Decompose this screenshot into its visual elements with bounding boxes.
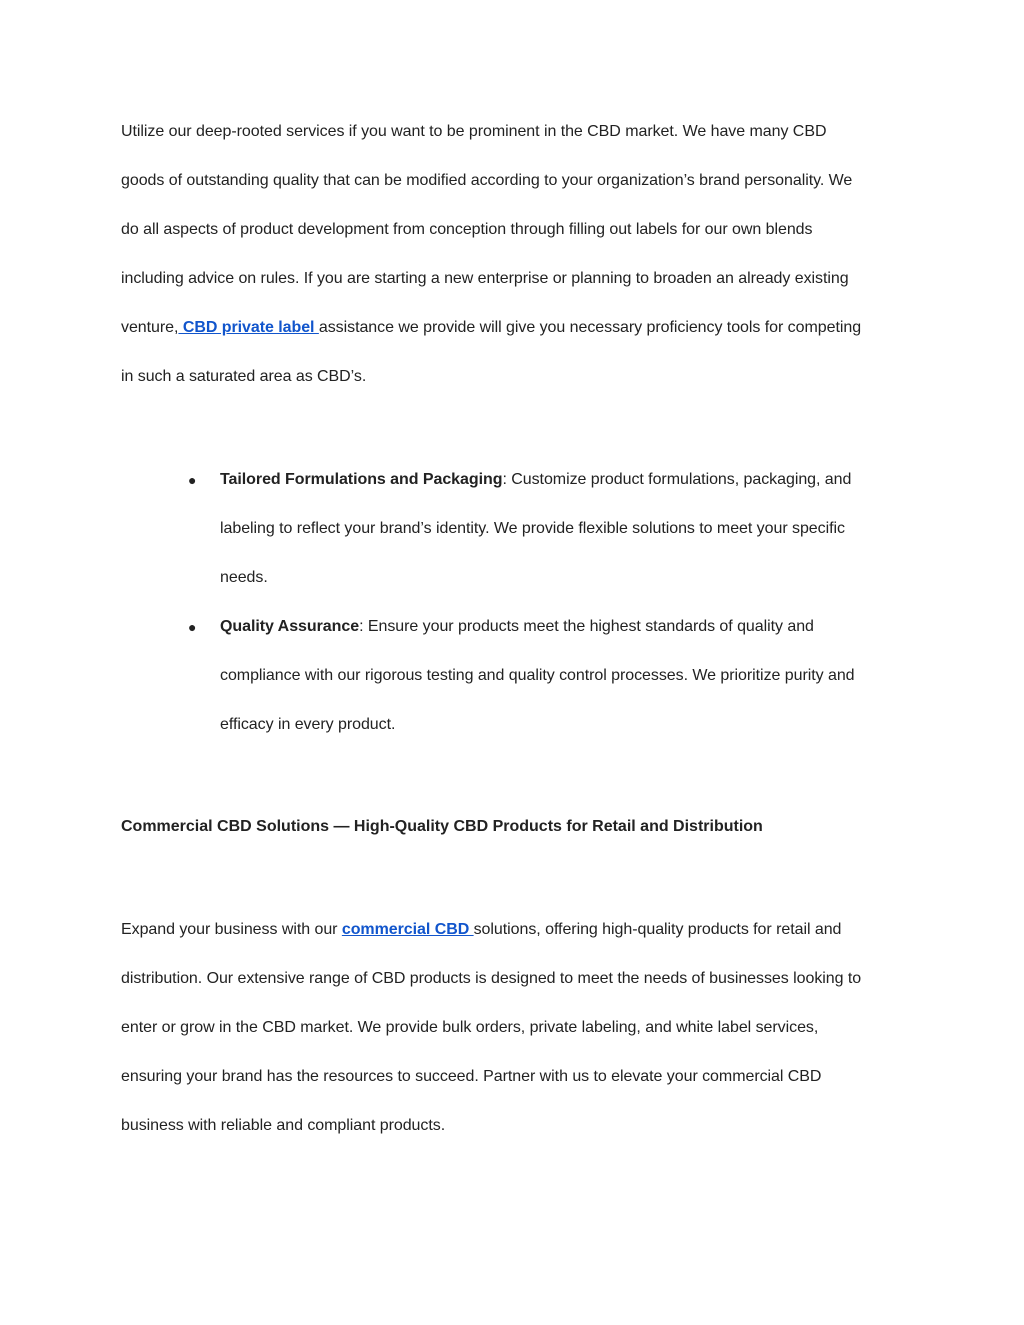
intro-line-4: including advice on rules. If you are starting a new enterprise or planning to broaden an already existing — [121, 270, 849, 287]
section-line-1-start: Expand your business with our — [121, 921, 342, 938]
bullet-1-title: Tailored Formulations and Packaging — [220, 471, 503, 488]
bullet-2-line-3: efficacy in every product. — [220, 716, 396, 733]
intro-line-3: do all aspects of product development from conception through filling out labels for our own blends — [121, 221, 813, 238]
section-line-4: ensuring your brand has the resources to succeed. Partner with us to elevate your commercial CBD — [121, 1068, 822, 1085]
bullet-1-line-2: labeling to reflect your brand’s identity. We provide flexible solutions to meet your specific — [220, 520, 845, 537]
intro-line-2: goods of outstanding quality that can be modified according to your organization’s brand personality. We — [121, 172, 853, 189]
section-line-5: business with reliable and compliant products. — [121, 1117, 446, 1134]
bullet-2-title: Quality Assurance — [220, 618, 360, 635]
section-heading: Commercial CBD Solutions — High-Quality CBD Products for Retail and Distribution — [121, 818, 763, 835]
commercial-cbd-link[interactable]: commercial CBD — [341, 921, 474, 938]
bullet-2-line-1 — [220, 617, 814, 637]
bullet-marker-2: ● — [188, 619, 197, 635]
section-line-1 — [121, 920, 841, 940]
bullet-2-line-2: compliance with our rigorous testing and quality control processes. We prioritize purity and — [220, 667, 855, 684]
bullet-marker-1: ● — [188, 472, 197, 488]
intro-line-5-start: venture, — [121, 319, 179, 336]
bullet-2-text: : Ensure your products meet the highest standards of quality and — [359, 618, 814, 635]
section-line-2: distribution. Our extensive range of CBD products is designed to meet the needs of businesses looking to — [121, 970, 862, 987]
bullet-1-line-1 — [220, 470, 851, 490]
section-line-3: enter or grow in the CBD market. We provide bulk orders, private labeling, and white label services, — [121, 1019, 819, 1036]
intro-line-5 — [121, 318, 861, 338]
section-line-1-end: solutions, offering high-quality products for retail and — [473, 921, 842, 938]
intro-line-5-end: assistance we provide will give you necessary proficiency tools for competing — [318, 319, 862, 336]
cbd-private-label-link[interactable]: CBD private label — [178, 319, 319, 336]
bullet-1-line-3: needs. — [220, 569, 268, 586]
intro-line-1: Utilize our deep-rooted services if you want to be prominent in the CBD market. We have many CBD — [121, 123, 827, 140]
intro-line-6: in such a saturated area as CBD’s. — [121, 368, 367, 385]
bullet-1-text: : Customize product formulations, packaging, and — [502, 471, 852, 488]
